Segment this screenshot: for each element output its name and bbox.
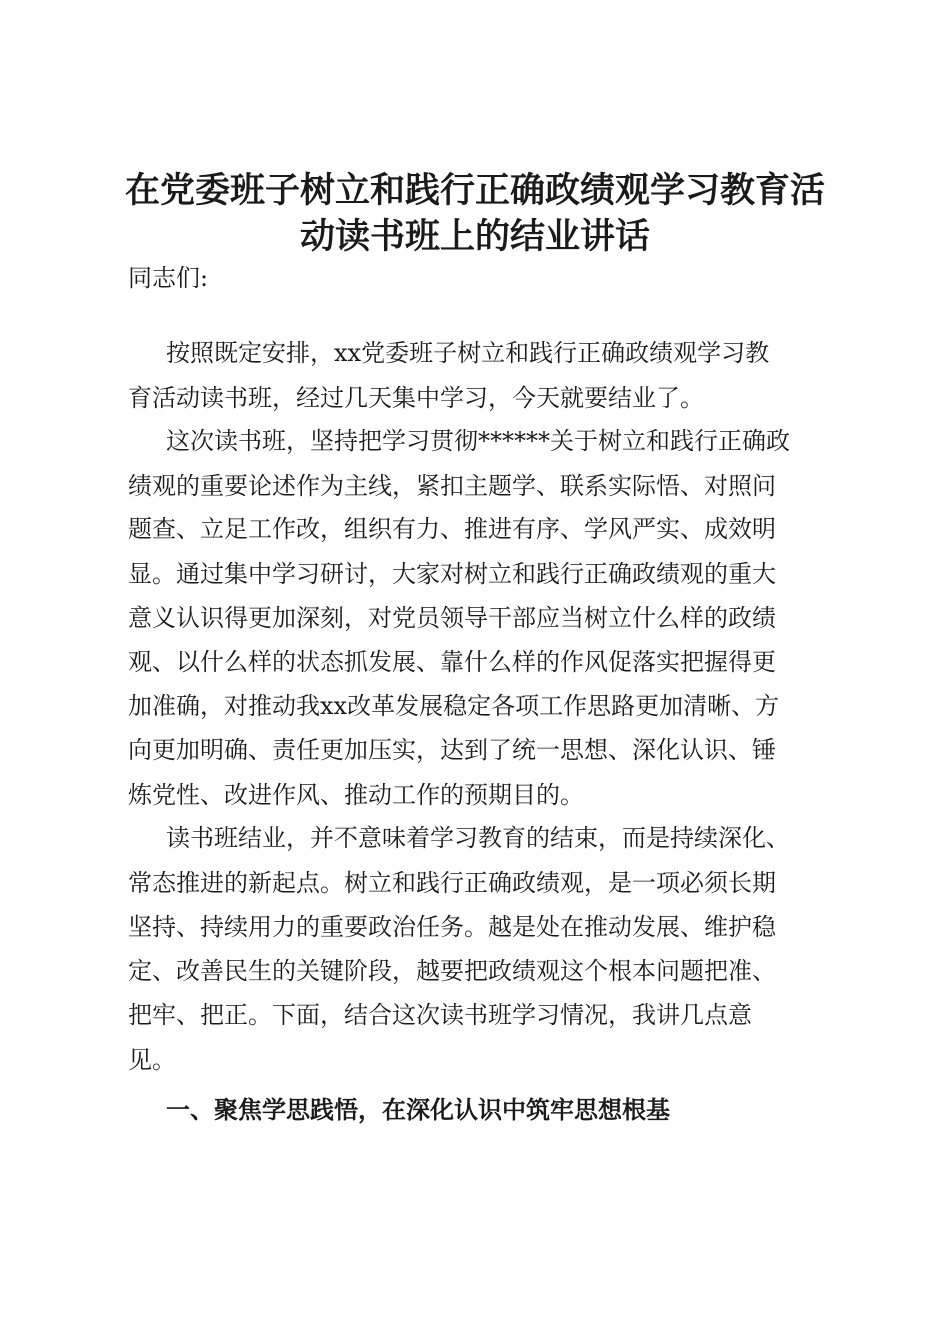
salutation: 同志们: <box>128 264 209 292</box>
paragraph-2-line-4: 显。通过集中学习研讨，大家对树立和践行正确政绩观的重大 <box>128 560 776 588</box>
paragraph-3-line-5: 把牢、把正。下面，结合这次读书班学习情况，我讲几点意 <box>128 1001 752 1029</box>
paragraph-3-line-2: 常态推进的新起点。树立和践行正确政绩观，是一项必须长期 <box>128 869 776 897</box>
paragraph-1-line-1: 按照既定安排，xx党委班子树立和践行正确政绩观学习教 <box>166 339 770 367</box>
paragraph-2-line-7: 加准确，对推动我xx改革发展稳定各项工作思路更加清晰、方 <box>128 692 780 720</box>
paragraph-3-line-1: 读书班结业，并不意味着学习教育的结束，而是持续深化、 <box>166 824 790 852</box>
paragraph-2-line-3: 题查、立足工作改，组织有力、推进有序、学风严实、成效明 <box>128 515 776 543</box>
document-title-line-1: 在党委班子树立和践行正确政绩观学习教育活 <box>124 170 825 211</box>
paragraph-1-line-2: 育活动读书班，经过几天集中学习，今天就要结业了。 <box>128 384 704 412</box>
paragraph-2-line-5: 意义认识得更加深刻，对党员领导干部应当树立什么样的政绩 <box>128 604 776 632</box>
paragraph-2-line-6: 观、以什么样的状态抓发展、靠什么样的作风促落实把握得更 <box>128 648 776 676</box>
paragraph-2-line-1: 这次读书班，坚持把学习贯彻******关于树立和践行正确政 <box>166 427 790 455</box>
paragraph-2-line-9: 炼党性、改进作风、推动工作的预期目的。 <box>128 781 584 809</box>
paragraph-2-line-8: 向更加明确、责任更加压实，达到了统一思想、深化认识、锤 <box>128 736 776 764</box>
paragraph-3-line-4: 定、改善民生的关键阶段，越要把政绩观这个根本问题把准、 <box>128 957 776 985</box>
document-title-line-2: 动读书班上的结业讲话 <box>299 216 650 257</box>
paragraph-2-line-2: 绩观的重要论述作为主线，紧扣主题学、联系实际悟、对照问 <box>128 472 776 500</box>
paragraph-3-line-6: 见。 <box>128 1046 176 1074</box>
paragraph-3-line-3: 坚持、持续用力的重要政治任务。越是处在推动发展、维护稳 <box>128 913 776 941</box>
section-heading-1: 一、聚焦学思践悟，在深化认识中筑牢思想根基 <box>166 1095 670 1124</box>
